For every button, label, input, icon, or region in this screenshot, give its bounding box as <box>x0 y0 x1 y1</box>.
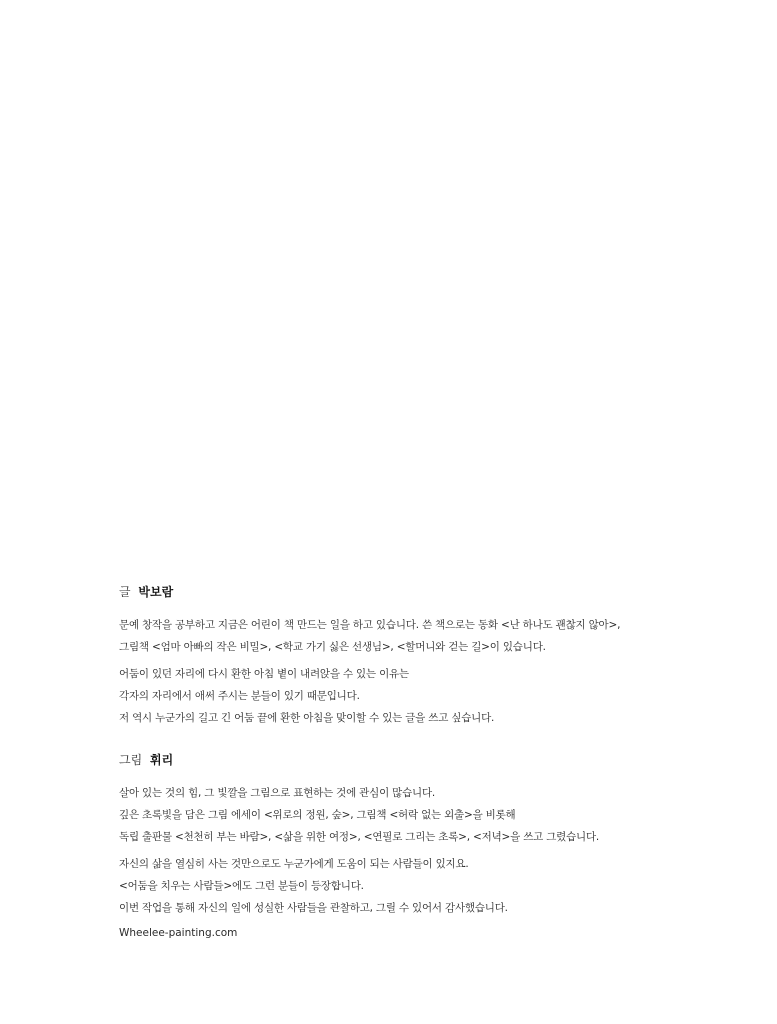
bio-line: 그림책 <엄마 아빠의 작은 비밀>, <학교 가기 싫은 선생님>, <할머니와 걷는 길>이 있습니다. <box>119 641 546 653</box>
writer-heading <box>119 584 679 600</box>
illustrator-profile <box>119 752 679 942</box>
writer-profile <box>119 584 679 734</box>
illustrator-heading <box>119 752 679 768</box>
bio-line: 자신의 삶을 열심히 사는 것만으로도 누군가에게 도움이 되는 사람들이 있지요. <box>119 858 469 870</box>
illustrator-bio-paragraph-1 <box>119 782 679 848</box>
bio-line: 문예 창작을 공부하고 지금은 어린이 책 만드는 일을 하고 있습니다. 쓴 책으로는 동화 <난 하나도 괜찮지 않아>, <box>119 619 621 631</box>
bio-line: 이번 작업을 통해 자신의 일에 성실한 사람들을 관찰하고, 그릴 수 있어서 감사했습니다. <box>119 902 508 914</box>
bio-line: 각자의 자리에서 애써 주시는 분들이 있기 때문입니다. <box>119 690 360 702</box>
writer-bio-paragraph-2 <box>119 663 679 729</box>
bio-line: 어둠이 있던 자리에 다시 환한 아침 볕이 내려앉을 수 있는 이유는 <box>119 668 409 680</box>
illustrator-website: Wheelee-painting.com <box>119 927 238 939</box>
bio-line: 저 역시 누군가의 길고 긴 어둠 끝에 환한 아침을 맞이할 수 있는 글을 쓰고 싶습니다. <box>119 712 495 724</box>
bio-line: 살아 있는 것의 힘, 그 빛깔을 그림으로 표현하는 것에 관심이 많습니다. <box>119 787 436 799</box>
writer-name: 박보람 <box>138 585 174 599</box>
writer-role: 글 <box>119 585 131 599</box>
bio-line: <어둠을 치우는 사람들>에도 그런 분들이 등장합니다. <box>119 880 364 892</box>
illustrator-name: 휘리 <box>150 753 174 767</box>
writer-bio-paragraph-1 <box>119 614 679 658</box>
bio-line: 깊은 초록빛을 담은 그림 에세이 <위로의 정원, 숲>, 그림책 <허락 없는 외출>을 비롯해 <box>119 809 516 821</box>
illustrator-role: 그림 <box>119 753 143 767</box>
bio-line: 독립 출판물 <천천히 부는 바람>, <삶을 위한 여정>, <연필로 그리는 초록>, <저녁>을 쓰고 그렸습니다. <box>119 831 600 843</box>
illustrator-bio-paragraph-2 <box>119 853 679 919</box>
